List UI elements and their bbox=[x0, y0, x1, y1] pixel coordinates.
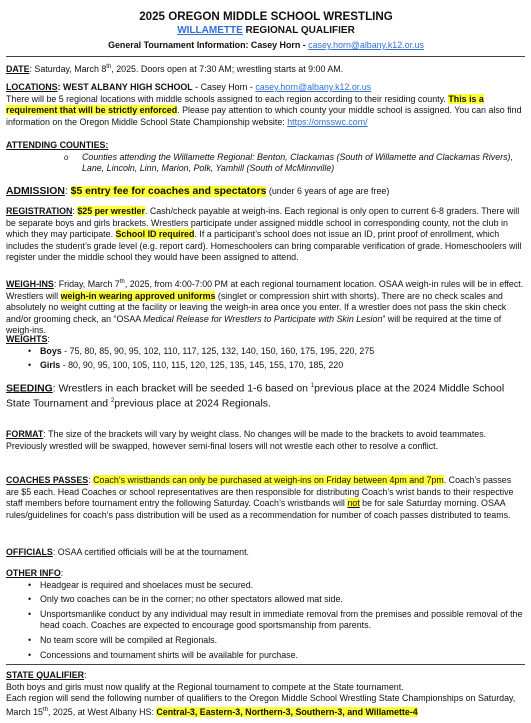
admission-section: ADMISSION: $5 entry fee for coaches and spectators (under 6 years of age are free) bbox=[6, 186, 390, 197]
date-text-b: , 2025. Doors open at 7:30 AM; wrestling starts at 9:00 AM. bbox=[111, 63, 344, 74]
passes-p1: . Coach’s passes are $5 each. Head Coaches or school representatives are then responsible for distributing Coach’s wrist bands to their respective staff members before tournament entry the following Saturday. Coach’s wristbands will bbox=[6, 475, 514, 509]
weights-label: WEIGHTS bbox=[6, 334, 48, 344]
weighins-section bbox=[6, 277, 526, 337]
girls-weights: - 80, 90, 95, 100, 105, 110, 115, 120, 125, 135, 145, 155, 170, 185, 220 bbox=[60, 360, 344, 371]
officials-text: : OSAA certified officials will be at the tournament. bbox=[52, 547, 250, 557]
date-sup: th bbox=[106, 64, 112, 70]
weights-section: WEIGHTS: • Boys - 75, 80, 85, 90, 95, 102, 110, 117, 125, 132, 140, 150, 160, 175, 195, 220, 275 • Girls - 80, 90, 95, 100, 105, 110, 115, 120, 125, 135, 145, 155, 170, 185, 220 bbox=[6, 334, 526, 372]
state-p1: Both boys and girls must now qualify at the Regional tournament to compete at the State tournament. bbox=[6, 681, 404, 692]
locations-label: LOCATIONS bbox=[6, 82, 58, 92]
date-text-a: : Saturday, March 8 bbox=[29, 63, 107, 74]
admission-rest: (under 6 years of age are free) bbox=[266, 186, 390, 196]
format-text: : The size of the brackets will vary by weight class. No changes will be made to the brackets to avoid teammates. Previously wrestled will be swapped, however semi-final losers will not wrestle each other to resolve a conflict. bbox=[6, 429, 487, 451]
seeding-section bbox=[6, 380, 526, 411]
regional-heading bbox=[6, 25, 526, 37]
locations-contact: - Casey Horn - bbox=[192, 82, 256, 92]
passes-label: COACHES PASSES bbox=[6, 475, 89, 485]
registration-fee-highlight: $25 per wrestler bbox=[77, 206, 145, 216]
officials-section bbox=[6, 547, 526, 559]
locations-school: : WEST ALBANY HIGH SCHOOL bbox=[57, 82, 193, 92]
registration-label: REGISTRATION bbox=[6, 206, 73, 216]
seeding-sup2: 2 bbox=[110, 398, 115, 405]
registration-p2: . If a participant’s school does not issue an ID, print proof of enrollment, which includes the student’s grade level (e.g. report card). Homeschoolers can bring comparable verification of grade. Homeschoolers will register under the middle school they would have been assigned to attend. bbox=[6, 229, 522, 263]
state-section: STATE QUALIFIER: Both boys and girls must now qualify at the Regional tournament to compete at the State tournament. Each region will send the following number of qualifiers to the Oregon Middle School Wrestling State Championships on Saturday, March 15th, 2025, at West Albany HS: Central-3, Eastern-3, Northern-3, Southern-3, and Willamette-4 bbox=[6, 670, 516, 717]
seeding-sup1: 1 bbox=[310, 383, 315, 389]
weights-girls-item bbox=[6, 360, 526, 372]
weighins-p1b: , 2025, from 4:00-7:00 PM at each regional tournament location. OSAA weigh-in rules will be in effect. Wrestlers will bbox=[6, 278, 524, 301]
seeding-b: previous place at the 2024 Middle School State Tournament and bbox=[6, 383, 505, 410]
admission-highlight: $5 entry fee for coaches and spectators bbox=[70, 186, 267, 197]
weighins-p1a: : Friday, March 7 bbox=[53, 278, 120, 289]
other-section: OTHER INFO: • Headgear is required and shoelaces must be secured. • Only two coaches can be in the corner; no other spectators allowed mat side. • Unsportsmanlike conduct by any individual may result in immediate removal from the premises and possible removal of the head coach. Coaches are expected to encourage good sportsmanship from parents. • No team score will be compiled at Regionals. • Concessions and tournament shirts will be available for purchase. bbox=[6, 568, 526, 661]
counties-section bbox=[6, 140, 526, 175]
weighins-p2: (singlet or compression shirt with shorts). There are no check scales and absolutely no weight cutting at the facility or leaving the weigh-in area once you enter. If a wrestler does not pass the skin check and/or grooming check, an “OSAA bbox=[6, 290, 507, 324]
weighins-sup: th bbox=[119, 279, 125, 285]
counties-label: ATTENDING COUNTIES: bbox=[6, 140, 109, 150]
general-email-link[interactable]: casey.horn@albany.k12.or.us bbox=[308, 40, 424, 50]
weights-list bbox=[6, 346, 526, 372]
seeding-a: : Wrestlers in each bracket will be seeded 1-6 based on bbox=[52, 383, 311, 395]
general-info-prefix: General Tournament Information: Casey Horn - bbox=[108, 40, 309, 50]
weighins-label: WEIGH-INS bbox=[6, 278, 54, 289]
locations-p2: . Please pay attention to which county your middle school is assigned. You can also find information on the Oregon Middle School State Championship website: bbox=[6, 105, 522, 127]
passes-p2: be for sale Saturday morning. OSAA rules/guidelines for coach’s pass distribution will be used as a recommendation for number of coach passes distributed to teams. bbox=[6, 498, 511, 520]
other-item-coaches: • Only two coaches can be in the corner; no other spectators allowed mat side. bbox=[6, 594, 526, 606]
registration-p1: . Cash/check payable at weigh-ins. Each regional is only open to current 6-8 graders. There will be separate boys and girls brackets. Wrestlers participate under assigned middle school in corresponding county, not the club in which they may participate. bbox=[6, 206, 520, 240]
format-section bbox=[6, 429, 526, 452]
other-item-team-score: • No team score will be compiled at Regionals. bbox=[6, 635, 526, 647]
medical-release-title: Medical Release for Wrestlers to Participate with Skin Lesion bbox=[143, 313, 383, 324]
weighins-p3: ” will be required at the time of weigh-ins. bbox=[6, 313, 502, 336]
state-p3: , 2025, at West Albany HS: bbox=[48, 706, 157, 717]
registration-section: REGISTRATION: $25 per wrestler. Cash/check payable at weigh-ins. Each regional is only open to current 6-8 graders. There will be separate boys and girls brackets. Wrestlers participate under assigned middle school in corresponding county, not the club in which they may participate. School ID required. If a participant’s school does not issue an ID, print proof of enrollment, which includes the student’s grade level (e.g. report card). Homeschoolers can bring comparable verification of grade. Homeschoolers will register under the middle school they would have been assigned to attend. bbox=[6, 206, 522, 263]
passes-section: COACHES PASSES: Coach’s wristbands can only be purchased at weigh-ins on Friday between 4pm and 7pm. Coach’s passes are $5 each. Head Coaches or school representatives are then responsible for distributing Coach’s wrist bands to their respective staff members before tournament entry the following Saturday. Coach’s wristbands will not be for sale Saturday morning. OSAA rules/guidelines for coach’s pass distribution will be used as a recommendation for number of coach passes distributed to teams. bbox=[6, 475, 514, 520]
date-label: DATE bbox=[6, 63, 30, 74]
other-item-headgear: • Headgear is required and shoelaces must be secured. bbox=[6, 580, 526, 592]
admission-label: ADMISSION bbox=[6, 186, 65, 197]
seeding-label: SEEDING bbox=[6, 383, 53, 395]
other-label: OTHER INFO bbox=[6, 568, 61, 578]
girls-label: Girls bbox=[40, 360, 61, 371]
state-divider bbox=[6, 664, 525, 665]
state-highlight: Central-3, Eastern-3, Northern-3, Southern-3, and Willamette-4 bbox=[156, 706, 418, 717]
counties-list bbox=[6, 152, 526, 175]
format-label: FORMAT bbox=[6, 429, 44, 439]
other-list bbox=[6, 580, 526, 662]
date-section bbox=[6, 62, 526, 76]
passes-not: not bbox=[347, 498, 360, 509]
header-divider bbox=[6, 56, 525, 57]
state-sup: th bbox=[43, 706, 49, 713]
officials-label: OFFICIALS bbox=[6, 547, 53, 557]
locations-email-link[interactable]: casey.horn@albany.k12.or.us bbox=[255, 82, 372, 92]
other-item-conduct: • Unsportsmanlike conduct by any individual may result in immediate removal from the premises and possible removal of the head coach. Coaches are expected to encourage good sportsmanship from parents. bbox=[6, 609, 526, 632]
seeding-c: previous place at 2024 Regionals. bbox=[114, 398, 271, 410]
locations-highlight: This is a requirement that will be strictly enforced bbox=[6, 93, 484, 116]
counties-item: o Counties attending the Willamette Regional: Benton, Clackamas (South of Willamette and Clackamas Rivers), Lane, Lincoln, Linn, Marion, Polk, Yamhill (South of McMinnville) bbox=[6, 152, 526, 175]
page-title: 2025 OREGON MIDDLE SCHOOL WRESTLING bbox=[139, 10, 393, 23]
other-item-concessions: • Concessions and tournament shirts will be available for purchase. bbox=[6, 650, 526, 662]
locations-p1: There will be 5 regional locations with middle schools assigned to each region according to their residing county. bbox=[6, 93, 449, 104]
state-p2: Each region will send the following number of qualifiers to the Oregon Middle School Wrestling State Championships on Saturday, March 15 bbox=[6, 693, 516, 717]
omsswc-link[interactable]: https://omsswc.com/ bbox=[287, 116, 368, 127]
general-info-line bbox=[6, 40, 526, 52]
weighins-highlight: weigh-in wearing approved uniforms bbox=[60, 290, 216, 301]
weights-boys-item bbox=[6, 346, 526, 358]
state-label: STATE QUALIFIER bbox=[6, 670, 85, 680]
boys-label: Boys bbox=[40, 345, 62, 356]
school-id-highlight: School ID required bbox=[115, 229, 195, 240]
regional-heading-rest: REGIONAL QUALIFIER bbox=[242, 25, 355, 36]
willamette-link[interactable]: WILLAMETTE bbox=[177, 25, 243, 36]
locations-section bbox=[6, 82, 526, 128]
passes-highlight: Coach’s wristbands can only be purchased at weigh-ins on Friday between 4pm and 7pm bbox=[93, 475, 444, 485]
boys-weights: - 75, 80, 85, 90, 95, 102, 110, 117, 125, 132, 140, 150, 160, 175, 195, 220, 275 bbox=[61, 345, 375, 356]
